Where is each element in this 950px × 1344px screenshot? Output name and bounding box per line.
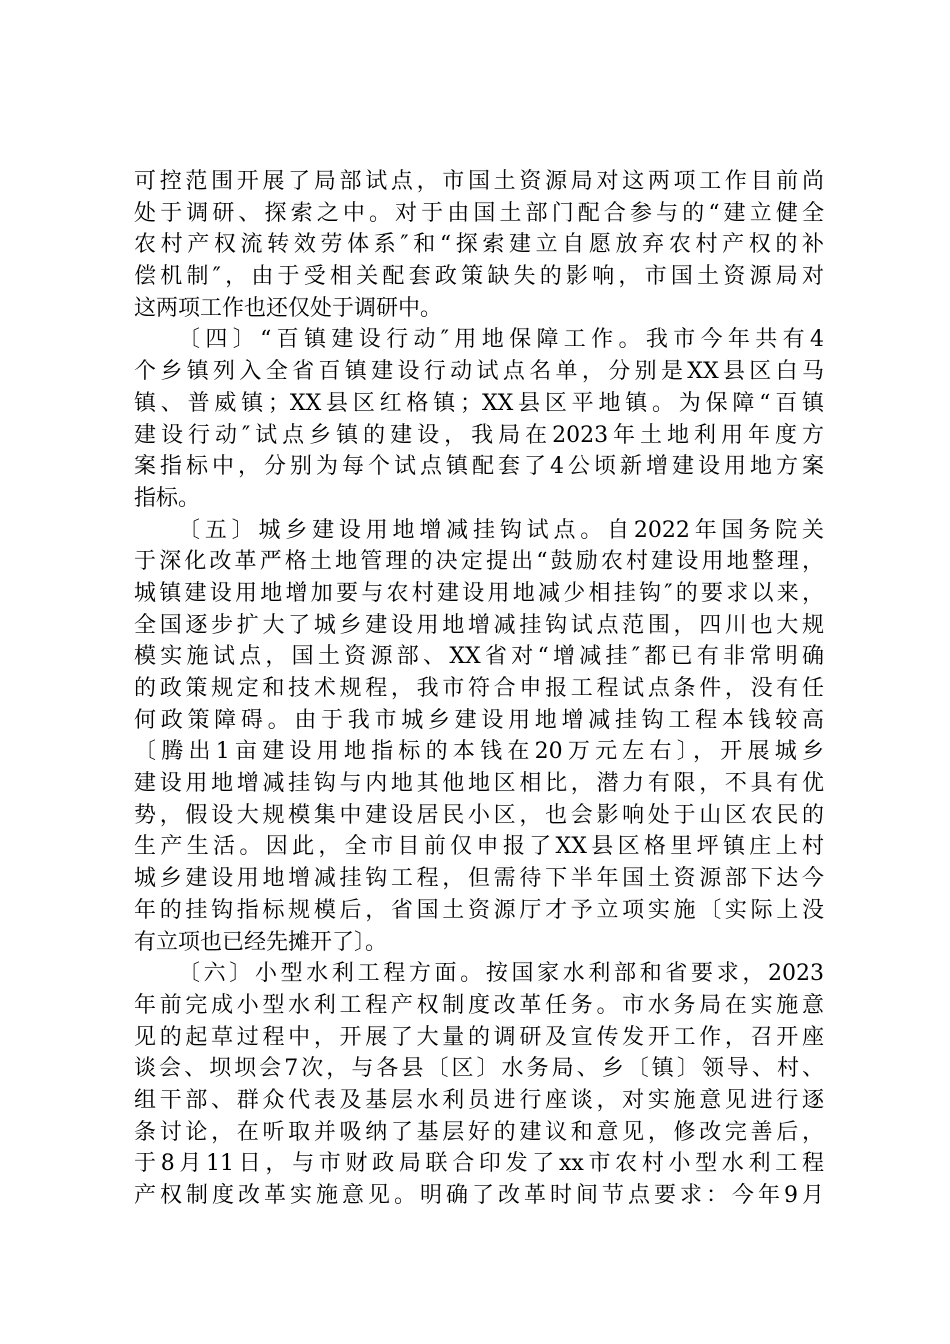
text-line: 何政策障碍。由于我市城乡建设用地增减挂钩工程本钱较高: [134, 707, 824, 733]
text-line: 建设行动″试点乡镇的建设，我局在2023年土地利用年度方: [134, 422, 824, 448]
section-heading-line: 〔六〕小型水利工程方面。按国家水利部和省要求，2023: [178, 961, 824, 987]
text-line: 见的起草过程中，开展了大量的调研及宣传发开工作，召开座: [134, 1024, 824, 1050]
body-text: [134, 166, 824, 1212]
text-line: 建设用地增减挂钩与内地其他地区相比，潜力有限，不具有优: [134, 771, 824, 797]
text-line: 城乡建设用地增减挂钩工程，但需待下半年国土资源部下达今: [134, 866, 824, 892]
text-line: 于深化改革严格土地管理的决定提出“鼓励农村建设用地整理，: [134, 549, 824, 575]
text-line: 组干部、群众代表及基层水利员进行座谈，对实施意见进行逐: [134, 1087, 824, 1113]
text-line: 年的挂钩指标规模后，省国土资源厅才予立项实施〔实际上没: [134, 897, 824, 923]
text-line: 个乡镇列入全省百镇建设行动试点名单，分别是XX县区白马: [134, 359, 824, 385]
text-line: 偿机制″，由于受相关配套政策缺失的影响，市国土资源局对: [134, 264, 824, 290]
text-line: 谈会、坝坝会7次，与各县〔区〕水务局、乡〔镇〕领导、村、: [134, 1056, 824, 1082]
text-line: 于8月11日，与市财政局联合印发了xx市农村小型水利工程: [134, 1151, 824, 1177]
text-line: 可控范围开展了局部试点，市国土资源局对这两项工作目前尚: [134, 169, 824, 194]
section-heading-line: 〔五〕城乡建设用地增减挂钩试点。自2022年国务院关: [178, 517, 824, 543]
text-line: 产权制度改革实施意见。明确了改革时间节点要求：今年9月: [134, 1183, 824, 1208]
text-line: 全国逐步扩大了城乡建设用地增减挂钩试点范围，四川也大规: [134, 612, 824, 638]
text-line: 年前完成小型水利工程产权制度改革任务。市水务局在实施意: [134, 992, 824, 1018]
text-line: 生产生活。因此，全市目前仅申报了XX县区格里坪镇庄上村: [134, 834, 824, 860]
text-line: 镇、普威镇；XX县区红格镇；XX县区平地镇。为保障“百镇: [134, 390, 824, 416]
text-line: 条讨论，在听取并吸纳了基层好的建议和意见，修改完善后，: [134, 1119, 824, 1145]
text-line: 〔腾出1亩建设用地指标的本钱在20万元左右〕，开展城乡: [134, 739, 824, 765]
text-line: 城镇建设用地增加要与农村建设用地减少相挂钩″的要求以来，: [134, 580, 824, 606]
text-line: 势，假设大规模集中建设居民小区，也会影响处于山区农民的: [134, 802, 824, 828]
text-line: 模实施试点，国土资源部、XX省对“增减挂″都已有非常明确: [134, 644, 824, 670]
text-line: 农村产权流转效劳体系″和“探索建立自愿放弃农村产权的补: [134, 232, 824, 258]
text-line: 的政策规定和技术规程，我市符合申报工程试点条件，没有任: [134, 676, 824, 701]
text-line: 有立项也已经先摊开了〕。: [134, 929, 388, 955]
text-line: 这两项工作也还仅处于调研中。: [134, 295, 443, 321]
section-heading-line: 〔四〕“百镇建设行动″用地保障工作。我市今年共有4: [178, 327, 824, 353]
text-line: 案指标中，分别为每个试点镇配套了4公顷新增建设用地方案: [134, 454, 824, 480]
text-line: 处于调研、探索之中。对于由国土部门配合参与的“建立健全: [134, 200, 824, 226]
text-line: 指标。: [134, 485, 201, 511]
